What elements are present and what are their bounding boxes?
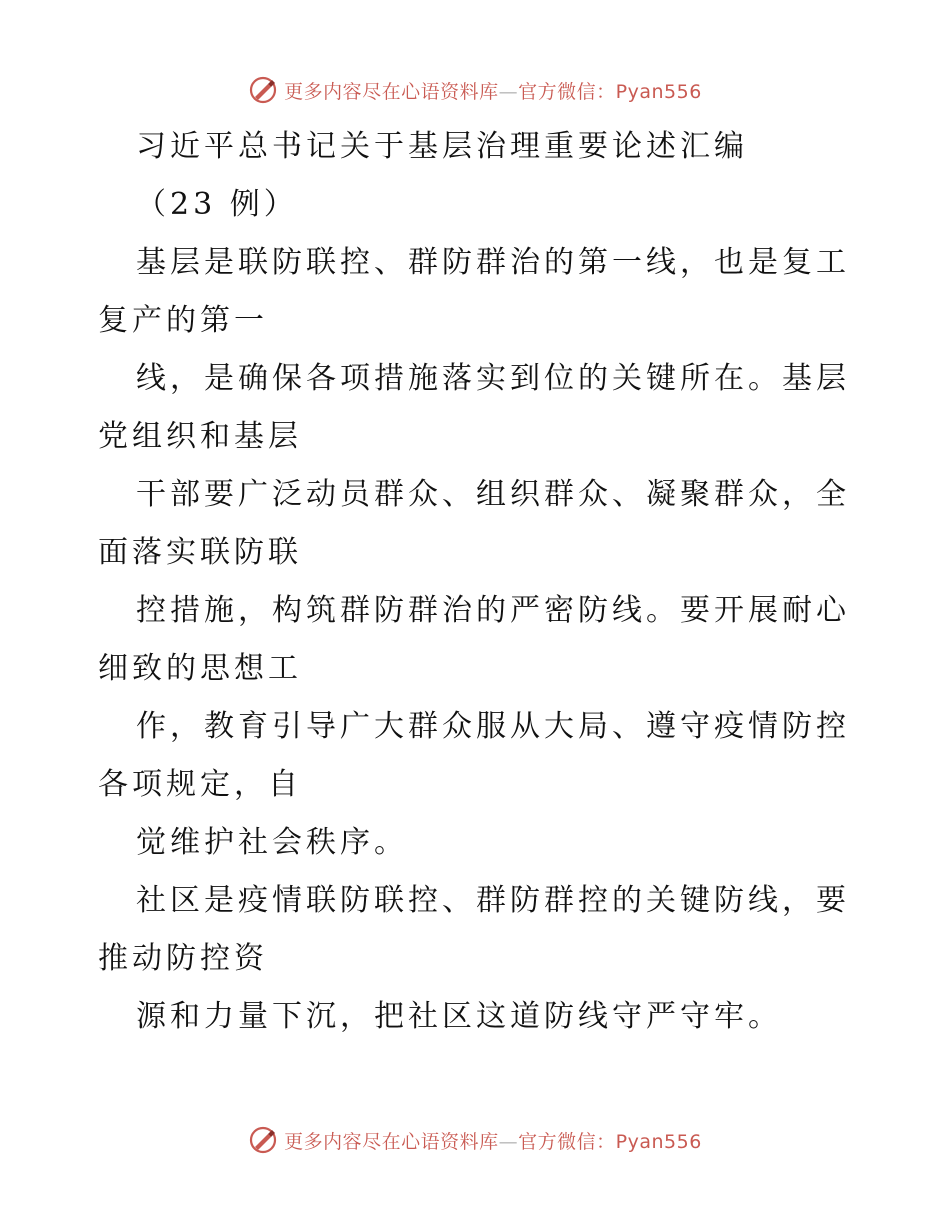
paragraph-line: 源和力量下沉，把社区这道防线守严守牢。	[136, 999, 782, 1034]
paragraph-line: 觉维护社会秩序。	[136, 825, 408, 860]
paragraph-line: 干部要广泛动员群众、组织群众、凝聚群众，全	[136, 477, 850, 512]
paragraph-line: 党组织和基层	[98, 419, 302, 454]
paragraph-line: 社区是疫情联防联控、群防群控的关键防线，要	[136, 883, 850, 918]
header-watermark-banner	[0, 72, 950, 108]
footer-watermark-banner	[0, 1122, 950, 1158]
paragraph-line: 复产的第一	[98, 303, 268, 338]
paragraph-line: 细致的思想工	[98, 651, 302, 686]
document-subtitle: （23 例）	[136, 187, 298, 222]
paragraph-line: 推动防控资	[98, 941, 268, 976]
paragraph-line: 线，是确保各项措施落实到位的关键所在。基层	[136, 361, 850, 396]
watermark-text: 更多内容尽在心语资料库—官方微信：Pyan556	[284, 80, 702, 103]
paragraph-line: 面落实联防联	[98, 535, 302, 570]
pen-logo-icon	[248, 1125, 278, 1155]
document-body	[98, 118, 858, 1046]
paragraph-line: 作，教育引导广大群众服从大局、遵守疫情防控	[136, 709, 850, 744]
watermark-text: 更多内容尽在心语资料库—官方微信：Pyan556	[284, 1130, 702, 1153]
paragraph-line: 基层是联防联控、群防群治的第一线，也是复工	[136, 245, 850, 280]
paragraph-line: 各项规定，自	[98, 767, 302, 802]
pen-logo-icon	[248, 75, 278, 105]
paragraph-line: 控措施，构筑群防群治的严密防线。要开展耐心	[136, 593, 850, 628]
document-title: 习近平总书记关于基层治理重要论述汇编	[136, 129, 748, 164]
